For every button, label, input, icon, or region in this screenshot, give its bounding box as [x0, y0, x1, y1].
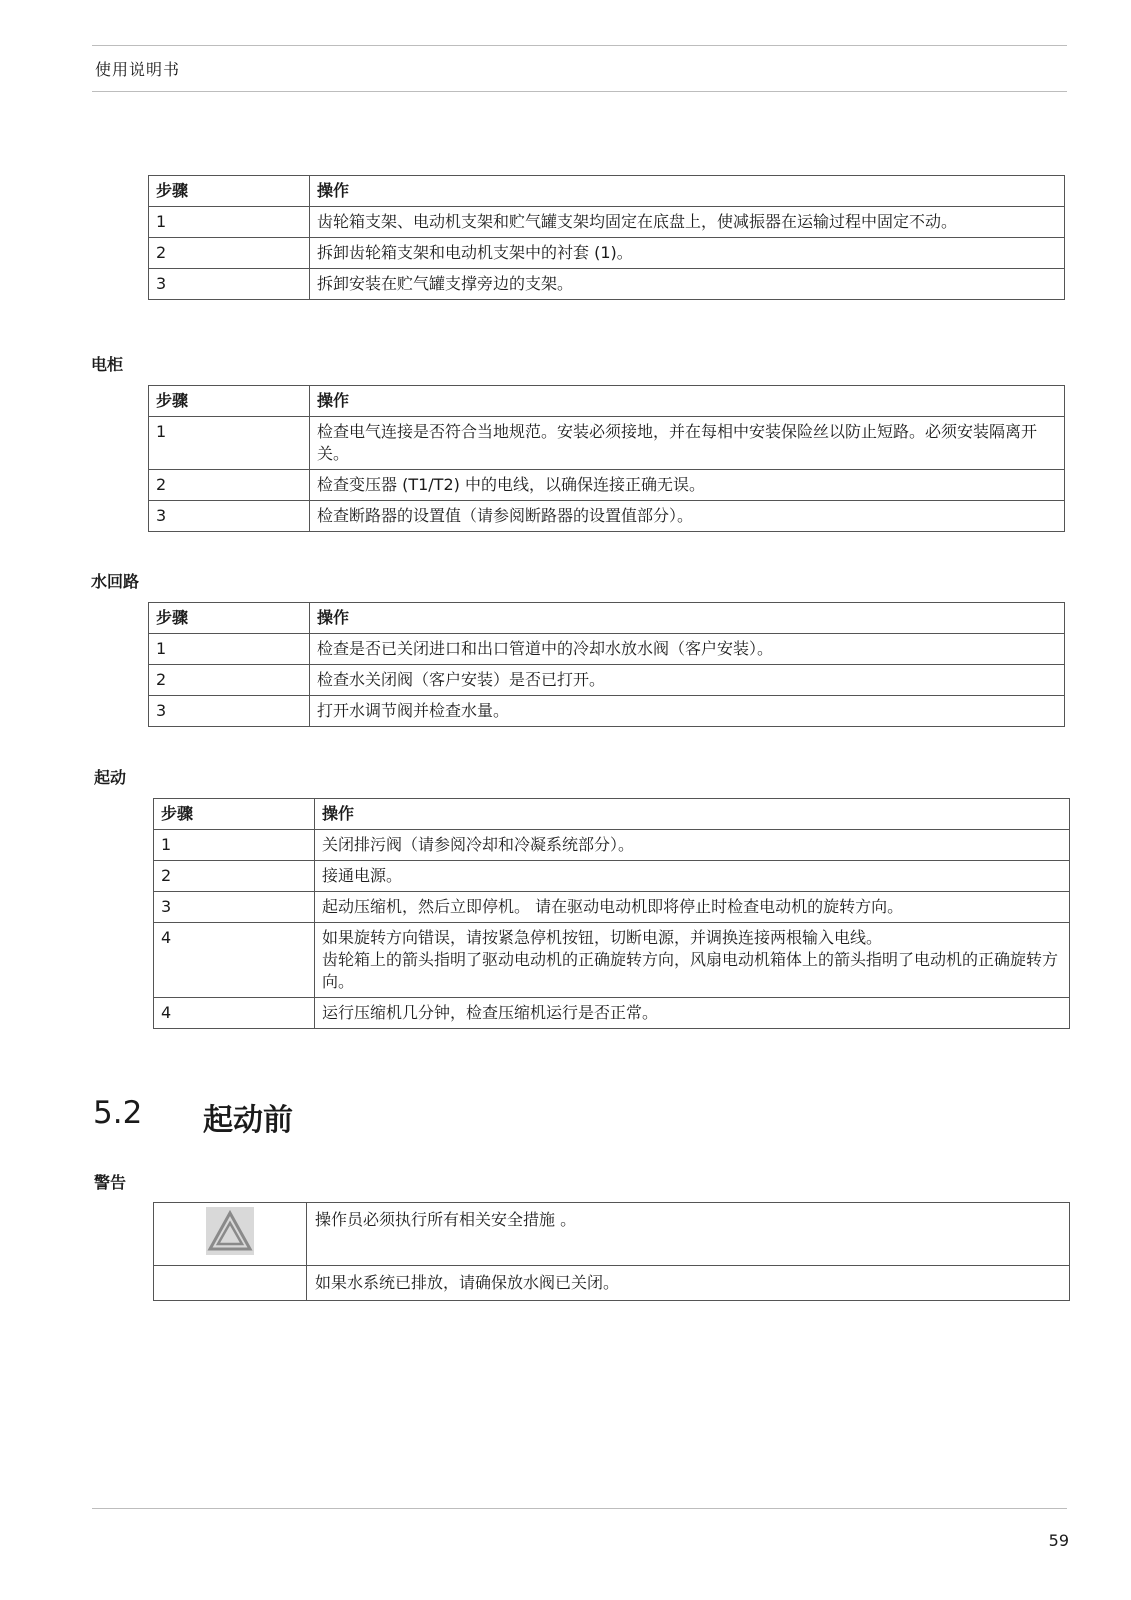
table-header-row: [149, 386, 1065, 417]
table-row: [149, 470, 1065, 501]
step-action: 接通电源。: [315, 861, 1070, 892]
step-action: 运行压缩机几分钟，检查压缩机运行是否正常。: [315, 998, 1070, 1029]
step-number: 1: [149, 417, 310, 470]
step-action: 检查是否已关闭进口和出口管道中的冷却水放水阀（客户安装）。: [310, 634, 1065, 665]
warning-text: 如果水系统已排放，请确保放水阀已关闭。: [307, 1266, 1070, 1301]
header-bottom-rule: [92, 91, 1067, 92]
warning-row: [154, 1203, 1070, 1266]
step-number: 2: [149, 665, 310, 696]
action-column-header: 操作: [315, 799, 1070, 830]
table-row: [154, 923, 1070, 998]
step-column-header: 步骤: [154, 799, 315, 830]
manual-title: 使用说明书: [95, 60, 181, 79]
cabinet-steps-table: [148, 385, 1065, 532]
step-number: 4: [154, 923, 315, 998]
step-action: 检查水关闭阀（客户安装）是否已打开。: [310, 665, 1065, 696]
step-number: 1: [149, 207, 310, 238]
step-number: 3: [149, 269, 310, 300]
section-title: 起动前: [203, 1103, 293, 1138]
step-action: 检查断路器的设置值（请参阅断路器的设置值部分）。: [310, 501, 1065, 532]
empty-icon-cell: [154, 1266, 307, 1301]
step-action: 检查电气连接是否符合当地规范。安装必须接地，并在每相中安装保险丝以防止短路。必须安装隔离开关。: [310, 417, 1065, 470]
section-number: 5.2: [93, 1095, 143, 1131]
table-header-row: [154, 799, 1070, 830]
warning-label: 警告: [94, 1173, 127, 1192]
warning-icon-cell: [154, 1203, 307, 1266]
footer-rule: [92, 1508, 1067, 1509]
page-number: 59: [1048, 1531, 1069, 1550]
water-steps-table: [148, 602, 1065, 727]
step-action: 检查变压器 (T1/T2) 中的电线，以确保连接正确无误。: [310, 470, 1065, 501]
step-action: 起动压缩机，然后立即停机。 请在驱动电动机即将停止时检查电动机的旋转方向。: [315, 892, 1070, 923]
warning-text: 操作员必须执行所有相关安全措施 。: [307, 1203, 1070, 1266]
step-number: 3: [149, 501, 310, 532]
table-header-row: [149, 603, 1065, 634]
table-row: [149, 665, 1065, 696]
table-row: [154, 830, 1070, 861]
step-action: 拆卸齿轮箱支架和电动机支架中的衬套 (1)。: [310, 238, 1065, 269]
warning-row: [154, 1266, 1070, 1301]
step-number: 2: [154, 861, 315, 892]
table-row: [149, 207, 1065, 238]
table-row: [149, 634, 1065, 665]
step-number: 3: [149, 696, 310, 727]
step-column-header: 步骤: [149, 176, 310, 207]
table-row: [149, 238, 1065, 269]
table-row: [154, 861, 1070, 892]
step-number: 2: [149, 470, 310, 501]
table-row: [149, 501, 1065, 532]
table-row: [149, 417, 1065, 470]
table-row: [149, 696, 1065, 727]
step-number: 2: [149, 238, 310, 269]
step-number: 1: [149, 634, 310, 665]
action-column-header: 操作: [310, 386, 1065, 417]
table-row: [154, 892, 1070, 923]
step-action: 如果旋转方向错误，请按紧急停机按钮，切断电源，并调换连接两根输入电线。 齿轮箱上的箭头指明了驱动电动机的正确旋转方向，风扇电动机箱体上的箭头指明了电动机的正确旋转方向。: [315, 923, 1070, 998]
table-row: [149, 269, 1065, 300]
action-column-header: 操作: [310, 603, 1065, 634]
step-column-header: 步骤: [149, 603, 310, 634]
step-action: 拆卸安装在贮气罐支撑旁边的支架。: [310, 269, 1065, 300]
step-action: 齿轮箱支架、电动机支架和贮气罐支架均固定在底盘上，使减振器在运输过程中固定不动。: [310, 207, 1065, 238]
cabinet-label: 电柜: [91, 355, 124, 374]
startup-label: 起动: [94, 768, 127, 787]
table-row: [154, 998, 1070, 1029]
step-action: 关闭排污阀（请参阅冷却和冷凝系统部分）。: [315, 830, 1070, 861]
water-circuit-label: 水回路: [91, 572, 140, 591]
startup-steps-table: [153, 798, 1070, 1029]
step-number: 3: [154, 892, 315, 923]
header-top-rule: [92, 45, 1067, 46]
warning-table: [153, 1202, 1070, 1301]
step-column-header: 步骤: [149, 386, 310, 417]
table-header-row: [149, 176, 1065, 207]
step-number: 4: [154, 998, 315, 1029]
warning-triangle-icon: [206, 1207, 254, 1255]
action-column-header: 操作: [310, 176, 1065, 207]
step-action: 打开水调节阀并检查水量。: [310, 696, 1065, 727]
step-number: 1: [154, 830, 315, 861]
transport-steps-table: [148, 175, 1065, 300]
